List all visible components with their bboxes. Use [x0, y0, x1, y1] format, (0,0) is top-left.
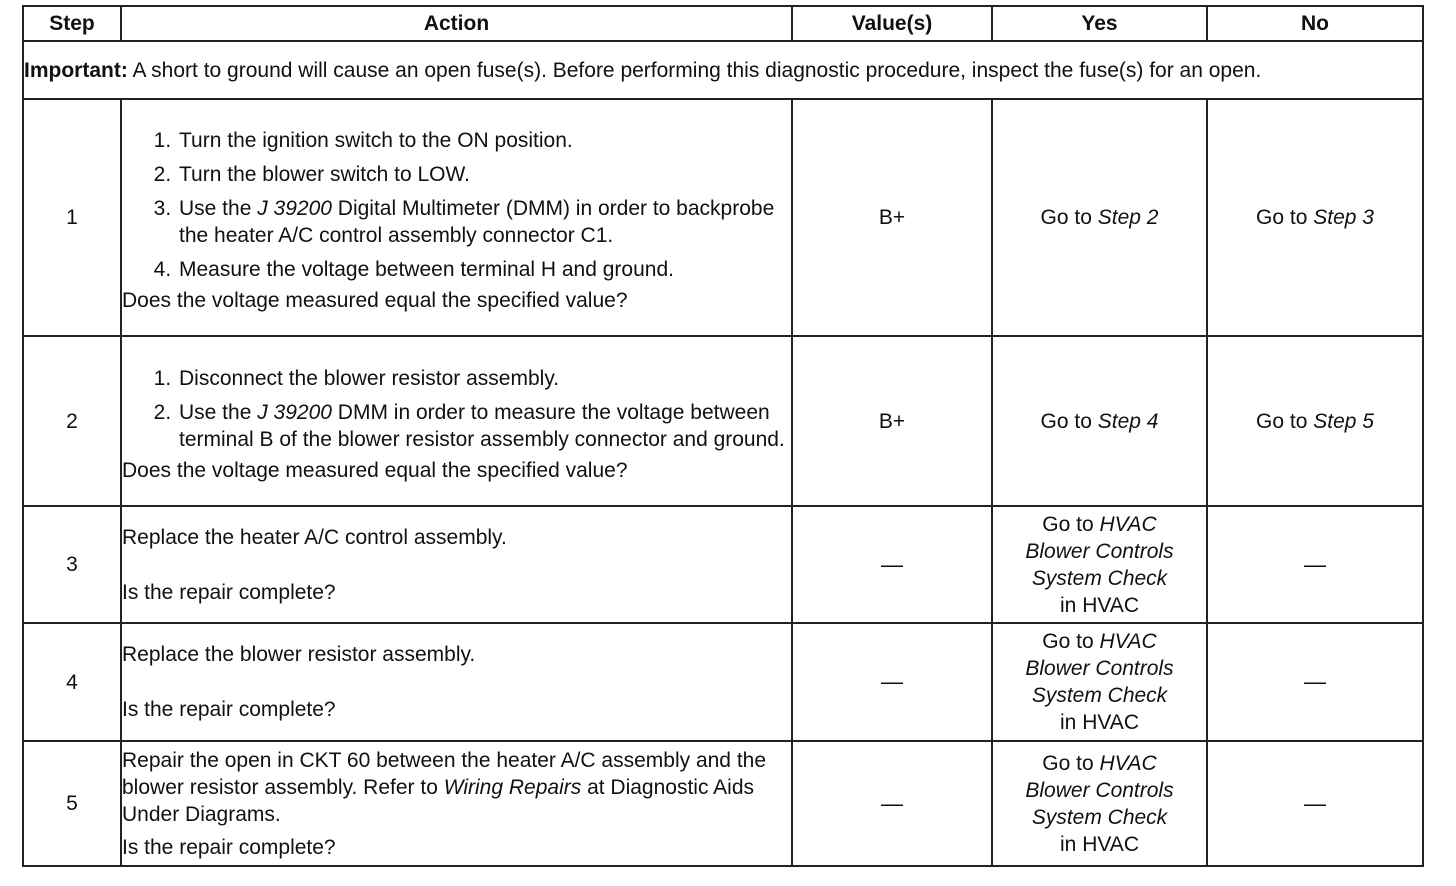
question-text: Does the voltage measured equal the specified value?	[122, 458, 628, 482]
step-number: 3	[23, 506, 121, 623]
important-row	[23, 41, 1423, 99]
step-number: 4	[23, 623, 121, 741]
action-text: Replace the heater A/C control assembly.	[122, 525, 507, 549]
tool-reference: J 39200	[257, 197, 332, 220]
value-cell: —	[792, 623, 992, 741]
header-yes: Yes	[992, 6, 1207, 41]
no-cell: —	[1207, 506, 1423, 623]
procedure-item: 3. Use the J 39200 Digital Multimeter (DMM) in order to backprobe the heater A/C control assembly connector C1.	[177, 195, 791, 249]
action-cell	[121, 506, 792, 623]
procedure-item: 4. Measure the voltage between terminal H and ground.	[177, 256, 791, 283]
no-cell: —	[1207, 741, 1423, 866]
yes-cell: Go to Step 2	[992, 99, 1207, 336]
important-label: Important:	[24, 58, 128, 82]
table-row-step-1	[23, 99, 1423, 336]
question-text: Is the repair complete?	[122, 580, 336, 604]
header-step: Step	[23, 6, 121, 41]
action-text: Replace the blower resistor assembly.	[122, 643, 476, 666]
table-row-step-2	[23, 336, 1423, 506]
question-text: Is the repair complete?	[122, 698, 336, 721]
value-cell: B+	[792, 99, 992, 336]
yes-cell: Go to HVAC Blower Controls System Check in HVAC	[992, 623, 1207, 741]
reference-link: Wiring Repairs	[443, 775, 582, 799]
table-row-step-4	[23, 623, 1423, 741]
header-row	[23, 6, 1423, 41]
step-number: 1	[23, 99, 121, 336]
no-cell: —	[1207, 623, 1423, 741]
header-no: No	[1207, 6, 1423, 41]
value-cell: —	[792, 506, 992, 623]
step-number: 2	[23, 336, 121, 506]
question-text: Is the repair complete?	[122, 835, 336, 859]
value-cell: B+	[792, 336, 992, 506]
procedure-item: 1. Turn the ignition switch to the ON position.	[177, 127, 791, 154]
procedure-list	[122, 127, 791, 283]
procedure-item: 1. Disconnect the blower resistor assembly.	[177, 365, 791, 392]
action-cell	[121, 623, 792, 741]
procedure-list	[122, 365, 791, 453]
yes-cell: Go to Step 4	[992, 336, 1207, 506]
diagnostic-table	[22, 5, 1424, 867]
action-cell	[121, 99, 792, 336]
header-values: Value(s)	[792, 6, 992, 41]
step-link: Step 5	[1313, 409, 1374, 433]
step-link: Step 4	[1097, 409, 1159, 433]
important-text: A short to ground will cause an open fuse(s). Before performing this diagnostic procedure, inspect the fuse(s) for an open.	[127, 58, 1262, 82]
step-link: Step 3	[1313, 206, 1374, 229]
procedure-item: 2. Turn the blower switch to LOW.	[177, 161, 791, 188]
value-cell: —	[792, 741, 992, 866]
question-text: Does the voltage measured equal the specified value?	[122, 289, 628, 312]
procedure-item: 2. Use the J 39200 DMM in order to measure the voltage between terminal B of the blower resistor assembly connector and ground.	[177, 399, 791, 453]
yes-cell: Go to HVAC Blower Controls System Check in HVAC	[992, 741, 1207, 866]
no-cell: Go to Step 5	[1207, 336, 1423, 506]
important-note	[23, 41, 1423, 99]
action-cell	[121, 336, 792, 506]
step-link: Step 2	[1097, 206, 1159, 229]
tool-reference: J 39200	[257, 400, 332, 424]
action-text: Repair the open in CKT 60 between the heater A/C assembly and the blower resistor assembly. Refer to Wiring Repairs at Diagnostic Aids Under Diagrams.	[122, 748, 767, 826]
no-cell: Go to Step 3	[1207, 99, 1423, 336]
table-row-step-3	[23, 506, 1423, 623]
table-row-step-5	[23, 741, 1423, 866]
header-action: Action	[121, 6, 792, 41]
action-cell	[121, 741, 792, 866]
yes-cell: Go to HVAC Blower Controls System Check in HVAC	[992, 506, 1207, 623]
step-number: 5	[23, 741, 121, 866]
